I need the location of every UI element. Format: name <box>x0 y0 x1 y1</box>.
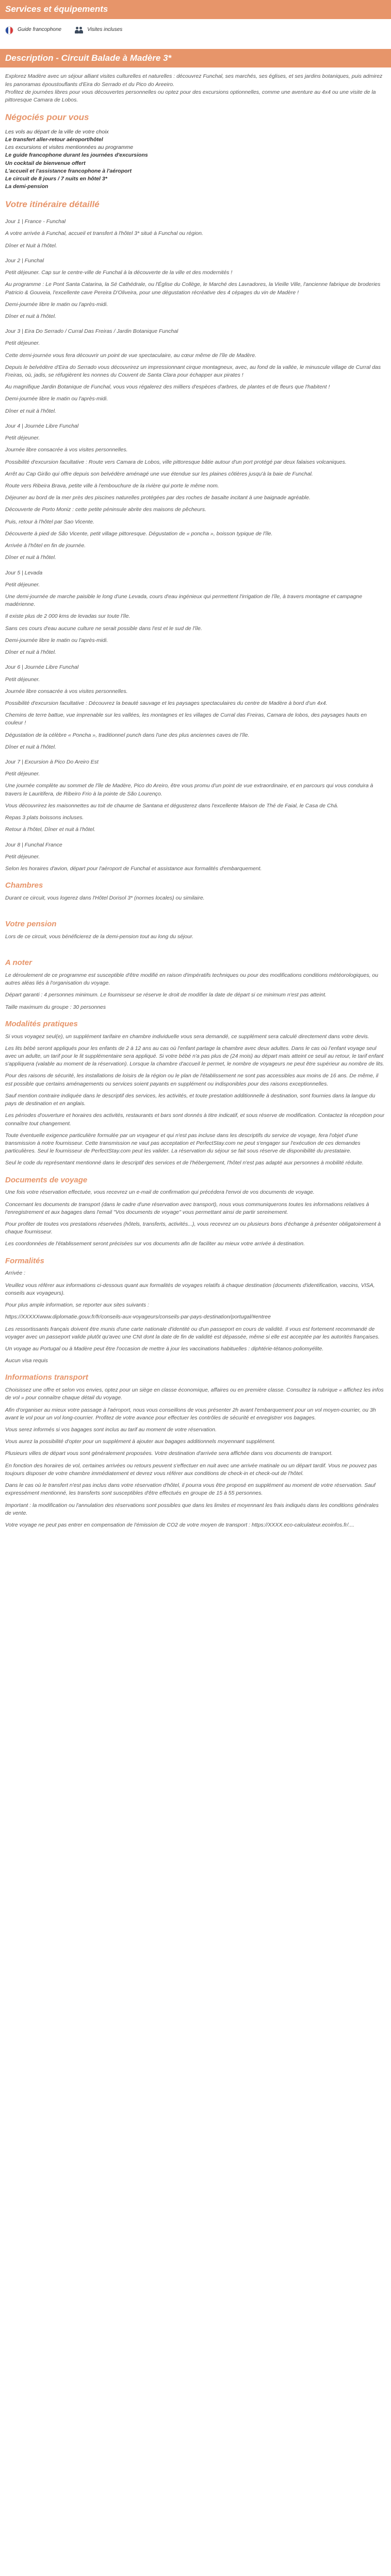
negocies-item: Le guide francophone durant les journées d'excursions <box>5 152 148 159</box>
day-title: Jour 7 | Excursion à Pico Do Areiro Est <box>5 759 99 766</box>
informations-paragraph: Afin d'organiser au mieux votre passage à l'aéroport, nous vous conseillons de vous présenter 2h avant l'embarquement pour un vol moyen-courrier, ou 3h avant le vol pour un vol long-courrier. Profitez de votre avance pour effectuer les contrôles de sécurité et enregistrer vos bagages. <box>5 1406 376 1421</box>
day-title: Jour 1 | France - Funchal <box>5 218 66 225</box>
day-paragraph: Dîner et nuit à l'hôtel. <box>5 743 56 750</box>
negocies-item: La demi-pension <box>5 183 48 190</box>
day-paragraph: Possibilité d'excursion facultative : Découvrez la beauté sauvage et les paysages spectaculaires du centre de Madère à bord d'un 4x4. <box>5 700 328 706</box>
day-paragraph: Dîner et nuit à l'hôtel. <box>5 313 56 319</box>
description-intro <box>5 73 386 104</box>
service-visits <box>75 26 122 34</box>
noter-paragraph: Départ garanti : 4 personnes minimum. Le fournisseur se réserve le droit de modifier la date de départ si ce minimum n'est pas atteint. <box>5 992 327 998</box>
modalites-paragraph: Toute éventuelle exigence particulière formulée par un voyageur et qui n'est pas incluse dans les descriptifs du service de voyage, fera l'objet d'une transmission à notre fournisseur. Cette transmission ne vaut pas acceptation et PerfectStay.com ne peut s'engager sur l'exécution de ces demandes particulières. Seul le fournisseur de PerfectStay.com peut les valider. La réservation du séjour se fait sous réserve de disponibilité du prestataire. <box>5 1132 361 1155</box>
day-paragraph: Déjeuner au bord de la mer près des piscines naturelles protégées par des roches de basalte incitant à une baignade agréable. <box>5 495 311 501</box>
day-title: Jour 8 | Funchal France <box>5 841 62 848</box>
day-paragraph: Puis, retour à l'hôtel par Sao Vicente. <box>5 518 94 525</box>
modalites-paragraph: Pour des raisons de sécurité, les installations de loisirs de la région ou le plan de l'établissement ne sont pas accessibles aux moins de 16 ans. De même, il est possible que certains aménagements ou services soient payants en supplément ou indisponibles pour des raisons exceptionnelles. <box>5 1073 379 1087</box>
day-title: Jour 2 | Funchal <box>5 257 44 264</box>
day-paragraph: Demi-journée libre le matin ou l'après-midi. <box>5 637 108 643</box>
day-paragraph: Journée libre consacrée à vos visites personnelles. <box>5 447 128 453</box>
formalites-paragraph: Un voyage au Portugal ou à Madère peut être l'occasion de mettre à jour les vaccinations habituelles : diphtérie-tétanos-poliomyélite. <box>5 1345 324 1352</box>
modalites-heading: Modalités pratiques <box>5 1019 78 1028</box>
documents-paragraph: Une fois votre réservation effectuée, vous recevrez un e-mail de confirmation qui précédera l'envoi de vos documents de voyage. <box>5 1189 315 1196</box>
documents-paragraph: Les coordonnées de l'établissement seront précisées sur vos documents afin de faciliter au mieux votre arrivée à destination. <box>5 1241 305 1247</box>
day-paragraph: Route vers Ribeira Brava, petite ville à l'embouchure de la rivière qui porte le même nom. <box>5 483 219 489</box>
day-paragraph: Dîner et Nuit à l'hôtel. <box>5 242 57 249</box>
documents-heading: Documents de voyage <box>5 1175 88 1184</box>
formalites-paragraph: Les ressortissants français doivent être munis d'une carte nationale d'identité ou d'un passeport en cours de validité. Il vous est fortement recommandé de voyager avec un passeport valide plutôt qu'avec une CNI dont la date de fin de validité est dépassée, même si elle est acceptée par les autorités françaises. <box>5 1326 380 1340</box>
informations-paragraph: Plusieurs villes de départ vous sont généralement proposées. Votre destination d'arrivée sera affichée dans vos documents de transport. <box>5 1450 333 1457</box>
day-paragraph: Depuis le belvédère d'Eira do Serrado vous découvrirez un impressionnant cirque montagneux, avec, au fond de la vallée, le minuscule village de Curral das Freiras, où, jadis, se réfugièrent les nonnes du Couvent de Santa Clara pour échapper aux pirates ! <box>5 364 381 379</box>
itinerary-days <box>5 218 386 873</box>
service-label: Guide francophone <box>18 27 62 33</box>
day-paragraph: Petit déjeuner. <box>5 771 40 777</box>
day-paragraph: Découverte de Porto Moniz : cette petite péninsule abrite des maisons de pêcheurs. <box>5 506 206 513</box>
informations-heading: Informations transport <box>5 1373 88 1382</box>
day-paragraph: Il existe plus de 2 000 kms de levadas sur toute l'île. <box>5 613 131 620</box>
day-paragraph: Petit déjeuner. <box>5 853 40 860</box>
day-paragraph: Dîner et nuit à l'hôtel. <box>5 408 56 414</box>
day-paragraph: Une demi-journée de marche paisible le long d'une Levada, cours d'eau ingénieux qui permettent l'irrigation de l'île, à travers montagne et campagne madérienne. <box>5 593 363 608</box>
day-paragraph: Arrêt au Cap Girão qui offre depuis son belvédère aménagé une vue étendue sur les plaines côtières jusqu'à la baie de Funchal. <box>5 470 313 477</box>
service-label: Visites incluses <box>87 27 123 33</box>
itinerary-day <box>5 758 386 834</box>
noter-heading: A noter <box>5 958 32 968</box>
day-title: Jour 6 | Journée Libre Funchal <box>5 664 79 671</box>
documents-paras <box>5 1189 386 1248</box>
day-paragraph: Au programme : Le Pont Santa Catarina, la Sé Cathédrale, ou l'Église du Collège, le Marché des Lavradores, la Vieille Ville, l'ancienne fabrique de broderies Patricio & Gouveia, l'excellente cave Pereira D'Oliveira, pour une dégustation récréative des 4 cépages du vin de Madère ! <box>5 281 381 296</box>
negocies-item: Le transfert aller-retour aéroport/hôtel <box>5 137 103 143</box>
day-paragraph: Possibilité d'excursion facultative : Route vers Camara de Lobos, ville pittoresque bâtie autour d'un port protégé par deux falaises volcaniques. <box>5 459 347 465</box>
day-title: Jour 5 | Levada <box>5 569 43 576</box>
chambres-heading: Chambres <box>5 881 43 890</box>
formalites-paragraph: https://XXXXXwww.diplomatie.gouv.fr/fr/conseils-aux-voyageurs/conseils-par-pays-destination/portugal/#entree <box>5 1314 271 1320</box>
description-heading: Description - Circuit Balade à Madère 3* <box>0 49 391 68</box>
day-paragraph: Dégustation de la célèbre « Poncha », traditionnel punch dans l'une des plus anciennes caves de l'île. <box>5 732 250 738</box>
informations-paragraph: Important : la modification ou l'annulation des réservations sont possibles que dans les limites et moyennant les frais indiqués dans les conditions générales de vente. <box>5 1502 379 1516</box>
informations-paras <box>5 1386 386 1529</box>
modalites-paragraph: Si vous voyagez seul(e), un supplément tarifaire en chambre individuelle vous sera demandé, ce supplément sera calculé directement dans votre devis. <box>5 1033 369 1040</box>
day-paragraph: Petit déjeuner. Cap sur le centre-ville de Funchal à la découverte de la ville et des modernités ! <box>5 269 233 276</box>
people-icon <box>75 27 83 34</box>
intro-paragraph: Explorez Madère avec un séjour alliant visites culturelles et naturelles : découvrez Funchal, ses marchés, ses églises, et ses jardins botaniques, puis admirez les panoramas époustouflants d'Eira do Serrado et du Pico do Areeiro. <box>5 73 383 88</box>
formalites-paras <box>5 1269 386 1365</box>
day-paragraph: Dîner et nuit à l'hôtel. <box>5 554 56 561</box>
day-paragraph: Sans ces cours d'eau aucune culture ne serait possible dans l'est et le sud de l'île. <box>5 625 202 632</box>
day-paragraph: Arrivée à l'hôtel en fin de journée. <box>5 543 86 549</box>
documents-paragraph: Concernant les documents de transport (dans le cadre d'une réservation avec transport), nous vous communiquerons toutes les informations relatives à l'enregistrement et aux bagages dans l'email "Vos documents de voyage" vous permettant ainsi de partir sereinement. <box>5 1201 369 1215</box>
day-paragraph: Chemins de terre battue, vue imprenable sur les vallées, les montagnes et les villages de Curral das Freiras, Camara de lobos, des paysages hauts en couleur ! <box>5 712 367 726</box>
modalites-paragraph: Les lits bébé seront appliqués pour les enfants de 2 à 12 ans au cas où l'enfant partage la chambre avec deux adultes. Dans le cas où l'enfant voyage seul avec un adulte, un tarif pour le lit supplémentaire sera appliqué. Si votre bébé n'a pas plus de (24 mois) au départ mais atteint ce seuil au retour, le tarif enfant s'appliquera (valable au moment de la réservation). Lorsque la chambre d'accueil le permet, le nombre de voyageurs ne peut être supérieur au nombre de lits. <box>5 1045 384 1067</box>
day-title: Jour 4 | Journée Libre Funchal <box>5 422 79 429</box>
day-paragraph: Demi-journée libre le matin ou l'après-midi. <box>5 396 108 402</box>
documents-paragraph: Pour profiter de toutes vos prestations réservées (hôtels, transferts, activités...), vous recevrez un ou plusieurs bons d'échange à présenter obligatoirement à chaque fournisseur. <box>5 1221 381 1235</box>
formalites-paragraph: Aucun visa requis <box>5 1358 48 1364</box>
informations-paragraph: Vous serez informés si vos bagages sont inclus au tarif au moment de votre réservation. <box>5 1427 217 1433</box>
formalites-heading: Formalités <box>5 1256 44 1265</box>
itinerary-day <box>5 257 386 320</box>
day-paragraph: Une journée complète au sommet de l'île de Madère, Pico do Areiro, être vous promu d'un point de vue extraordinaire, et en parcours qui vous conduira à travers le Lauritifera, de Ribeiro Frio à la pointe de São Lourenço. <box>5 783 373 797</box>
day-title: Jour 3 | Eira Do Serrado / Curral Das Freiras / Jardin Botanique Funchal <box>5 328 178 335</box>
negocies-heading: Négociés pour vous <box>5 112 89 123</box>
negocies-list <box>5 128 386 191</box>
day-paragraph: Vous découvrirez les maisonnettes au toit de chaume de Santana et dégusterez dans l'excellente Maison de Thé de Faial, le Casa de Chá. <box>5 802 339 809</box>
day-paragraph: Cette demi-journée vous fera découvrir un point de vue spectaculaire, au cœur même de l'île de Madère. <box>5 352 257 359</box>
day-paragraph: Dîner et nuit à l'hôtel. <box>5 649 56 656</box>
formalites-paragraph: Veuillez vous référer aux informations ci-dessous quant aux formalités de voyages relatifs à chaque destination (documents d'identification, vaccins, VISA, conseils aux voyageurs). <box>5 1282 375 1296</box>
informations-paragraph: Vous aurez la possibilité d'opter pour un supplément à ajouter aux bagages additionnels moyennant supplément. <box>5 1438 276 1445</box>
services-row <box>0 19 391 42</box>
formalites-paragraph: Pour plus ample information, se reporter aux sites suivants : <box>5 1302 149 1309</box>
french-flag-icon <box>5 26 13 35</box>
day-paragraph: Découverte à pied de São Vicente, petit village pittoresque. Dégustation de « poncha », boisson typique de l'île. <box>5 530 273 537</box>
services-heading: Services et équipements <box>0 0 391 19</box>
modalites-paragraph: Seul le code du représentant mentionné dans le descriptif des services et de l'hébergement, l'hôtel n'est pas adapté aux personnes à mobilité réduite. <box>5 1160 364 1166</box>
itinerary-day <box>5 841 386 873</box>
informations-paragraph: Choisissez une offre et selon vos envies, optez pour un siège en classe économique, affaires ou en première classe. Consultez la rubrique « affichez les infos de vol » pour connaître chaque détail du voyage. <box>5 1387 384 1401</box>
day-paragraph: Repas 3 plats boissons incluses. <box>5 815 84 821</box>
service-guide <box>5 26 61 35</box>
modalites-paragraph: Les périodes d'ouverture et horaires des activités, restaurants et bars sont donnés à titre indicatif, et sous réserve de modification. Contactez la réception pour connaître tout changement. <box>5 1112 385 1127</box>
day-paragraph: Petit déjeuner. <box>5 340 40 347</box>
modalites-paras <box>5 1033 386 1167</box>
itineraire-heading: Votre itinéraire détaillé <box>5 199 100 209</box>
negocies-item: Le circuit de 8 jours / 7 nuits en hôtel 3* <box>5 176 107 182</box>
itinerary-day <box>5 328 386 415</box>
negocies-item: L'accueil et l'assistance francophone à l'aéroport <box>5 167 132 174</box>
negocies-item: Un cocktail de bienvenue offert <box>5 160 86 166</box>
day-paragraph: Petit déjeuner. <box>5 435 40 442</box>
negocies-item: Les excursions et visites mentionnées au programme <box>5 144 134 151</box>
chambres-text: Durant ce circuit, vous logerez dans l'Hôtel Dorisol 3* (normes locales) ou similaire. <box>5 894 205 901</box>
formalites-paragraph: Arrivée : <box>5 1270 26 1277</box>
day-paragraph: Selon les horaires d'avion, départ pour l'aéroport de Funchal et assistance aux formalités d'embarquement. <box>5 866 262 872</box>
itinerary-day <box>5 422 386 562</box>
itinerary-day <box>5 569 386 657</box>
day-paragraph: Petit déjeuner. <box>5 581 40 588</box>
itinerary-day <box>5 664 386 751</box>
day-paragraph: Journée libre consacrée à vos visites personnelles. <box>5 688 128 694</box>
informations-paragraph: Dans le cas où le transfert n'est pas inclus dans votre réservation d'hôtel, il pourra vous être proposé en supplément au moment de votre réservation. Sauf expressément mentionné, les transferts sont susceptibles d'être effectués en groupe de 15 à 55 personnes. <box>5 1482 376 1497</box>
negocies-item: Les vols au départ de la ville de votre choix <box>5 128 109 135</box>
informations-paragraph: Votre voyage ne peut pas entrer en compensation de l'émission de CO2 de votre moyen de transport : https://XXXX.eco-calculateur.ecoinfos.fr/.... <box>5 1521 355 1528</box>
informations-paragraph: En fonction des horaires de vol, certaines arrivées ou retours peuvent s'effectuer en nuit avec une arrivée matinale ou un départ tardif. Vous ne pouvez pas toujours disposer de votre chambre immédiatement et devrez vous référer aux conditions de check-in et check-out de l'hôtel. <box>5 1462 377 1477</box>
noter-paragraph: Taille maximum du groupe : 30 personnes <box>5 1004 106 1010</box>
pension-text: Lors de ce circuit, vous bénéficierez de la demi-pension tout au long du séjour. <box>5 933 193 940</box>
day-paragraph: Petit déjeuner. <box>5 676 40 683</box>
noter-paragraph: Le déroulement de ce programme est susceptible d'être modifié en raison d'impératifs techniques ou pour des modifications conditions météorologiques, ou autres aléas liés à l'organisation du voyage. <box>5 972 379 987</box>
itinerary-day <box>5 218 386 250</box>
intro-paragraph: Profitez de journées libres pour vous découvertes personnelles ou optez pour des excursions optionnelles, comme une aventure au 4x4 ou une visite de la pittoresque Camara de Lobos. <box>5 89 376 103</box>
noter-paras <box>5 972 386 1011</box>
pension-heading: Votre pension <box>5 920 57 929</box>
day-paragraph: Demi-journée libre le matin ou l'après-midi. <box>5 301 108 308</box>
day-paragraph: Retour à l'hôtel, Dîner et nuit à l'hôtel. <box>5 826 96 833</box>
day-paragraph: Au magnifique Jardin Botanique de Funchal, vous vous régalerez des milliers d'espèces d'arbres, de plantes et de fleurs que l'habitent ! <box>5 384 330 391</box>
day-paragraph: A votre arrivée à Funchal, accueil et transfert à l'hôtel 3* situé à Funchal ou région. <box>5 230 203 237</box>
modalites-paragraph: Sauf mention contraire indiquée dans le descriptif des services, les activités, et toute prestation additionnelle à destination, sont fournies dans la langue du pays de destination et en anglais. <box>5 1092 376 1107</box>
